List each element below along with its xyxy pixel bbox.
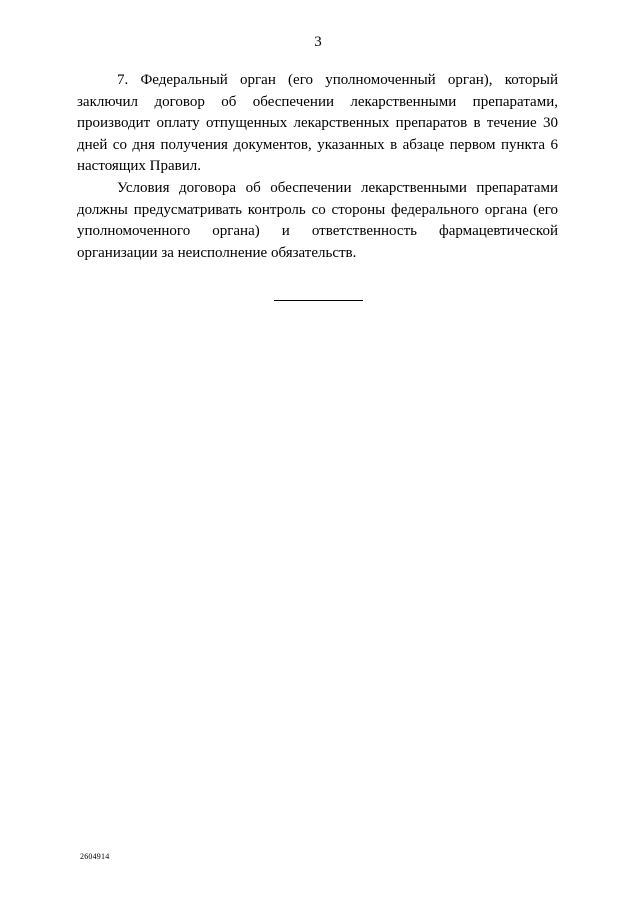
paragraph-payment-terms: 7. Федеральный орган (его уполномоченный орган), который заключил договор об обеспечении лекарственными препаратами, производит оплату отпущенных лекарственных препаратов в течение 30 дней со дня получения документов, указанных в абзаце первом пункта 6 настоящих Правил. [77,72,558,175]
page-number: 3 [314,34,322,50]
end-divider-line [274,300,363,301]
document-code: 2604914 [80,852,110,861]
paragraph-contract-conditions: Условия договора об обеспечении лекарственными препаратами должны предусматривать контроль со стороны федерального органа (его уполномоченного органа) и ответственность фармацевтической организации за неисполнение обязательств. [77,179,558,261]
document-body [77,70,558,264]
